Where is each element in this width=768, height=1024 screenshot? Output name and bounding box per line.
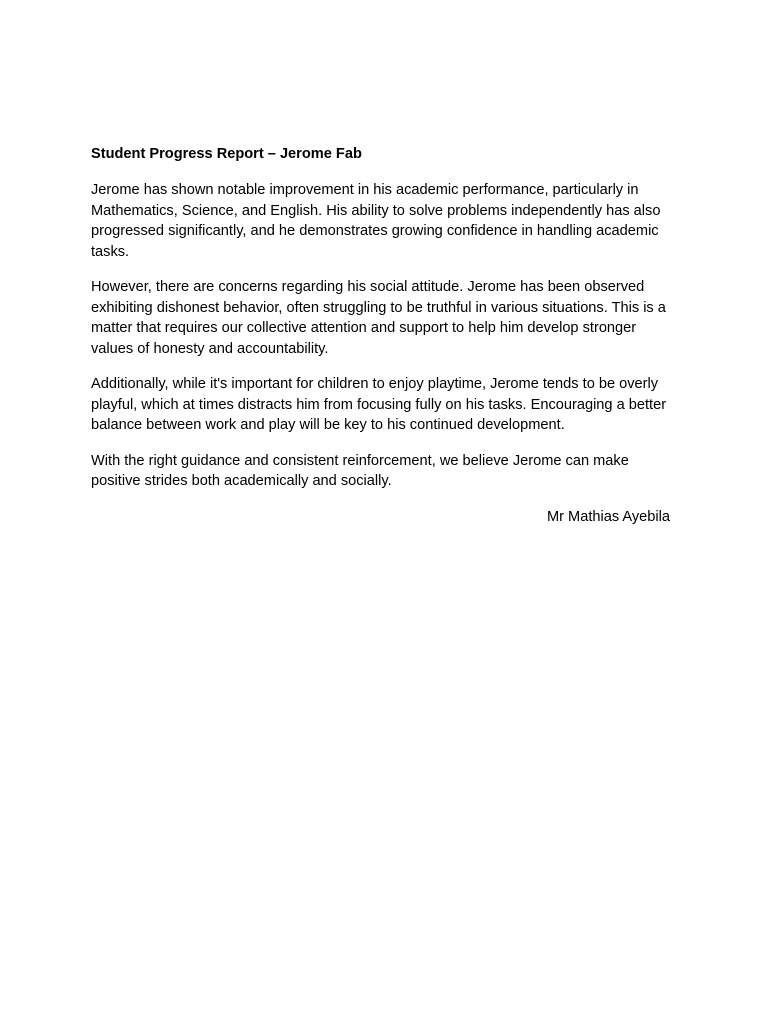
paragraph-academic-performance: Jerome has shown notable improvement in his academic performance, particularly in Mathematics, Science, and English. His ability to solve problems independently has also progressed significantly, and he demonstrates growing confidence in handling academic tasks. — [91, 182, 661, 260]
paragraph-playfulness: Additionally, while it's important for children to enjoy playtime, Jerome tends to be overly playful, which at times distracts him from focusing fully on his tasks. Encouraging a better balance between work and play will be key to his continued development. — [91, 376, 667, 433]
signature-name: Mr Mathias Ayebila — [546, 508, 670, 525]
document-body — [91, 144, 681, 527]
paragraph-conclusion: With the right guidance and consistent reinforcement, we believe Jerome can make positive strides both academically and socially. — [91, 452, 629, 489]
document-title: Student Progress Report – Jerome Fab — [91, 146, 362, 162]
paragraph-social-attitude: However, there are concerns regarding his social attitude. Jerome has been observed exhibiting dishonest behavior, often struggling to be truthful in various situations. This is a matter that requires our collective attention and support to help him develop stronger values of honesty and accountability. — [91, 279, 666, 357]
